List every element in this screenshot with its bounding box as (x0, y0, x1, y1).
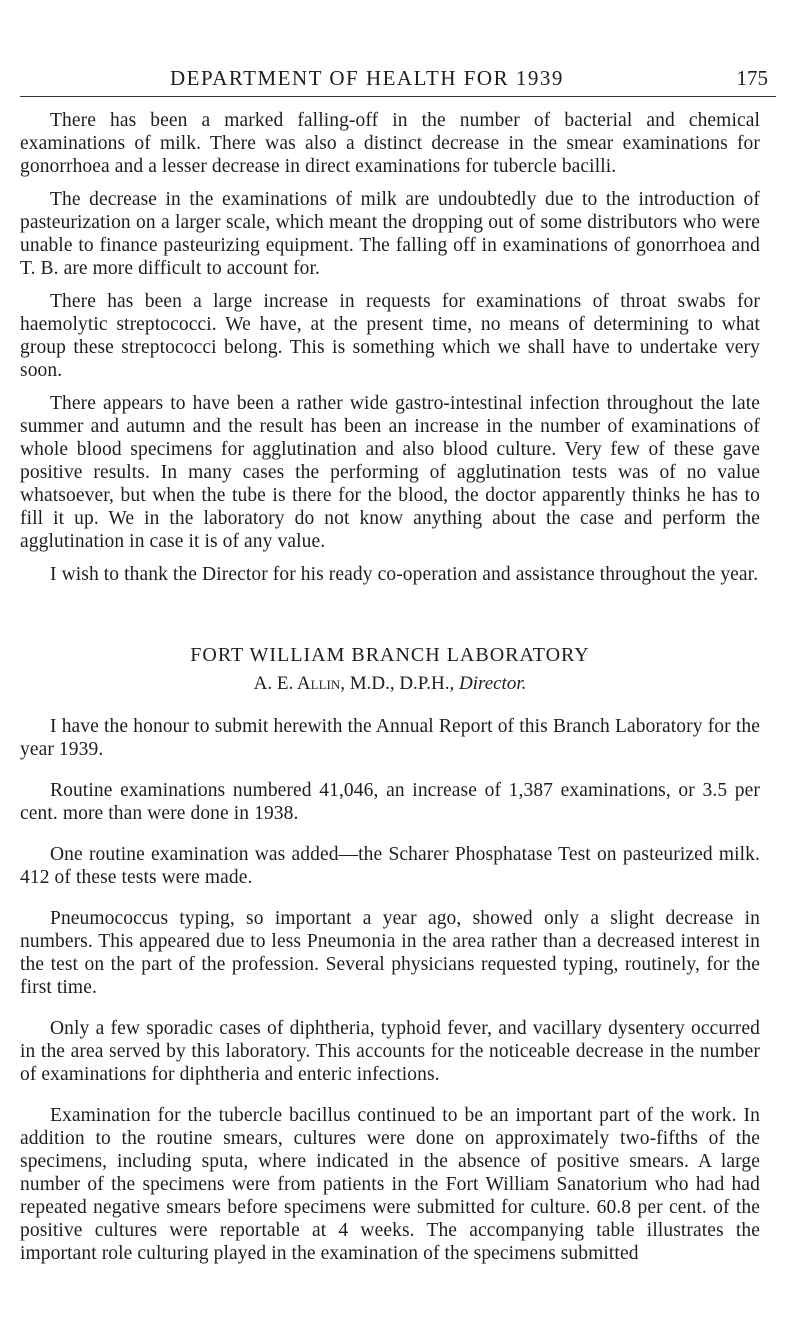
author-role: Director. (459, 673, 527, 694)
section-heading: FORT WILLIAM BRANCH LABORATORY (190, 644, 590, 666)
page-number: 175 (736, 66, 768, 90)
paragraph-submission: I have the honour to submit herewith the Annual Report of this Branch Laboratory for the year 1939. (20, 716, 760, 760)
paragraph-streptococci: There has been a large increase in requests for examinations of throat swabs for haemolytic streptococci. We have, at the present time, no means of determining to what group these streptococci belong. This is something which we shall have to undertake very soon. (20, 291, 760, 381)
running-head-title: DEPARTMENT OF HEALTH FOR 1939 (170, 66, 564, 90)
author-name: A. E. Allin, M.D., D.P.H., (253, 673, 455, 694)
paragraph-routine-examinations: Routine examinations numbered 41,046, an increase of 1,387 examinations, or 3.5 per cent. more than were done in 1938. (20, 780, 760, 824)
paragraph-diphtheria: Only a few sporadic cases of diphtheria, typhoid fever, and vacillary dysentery occurred in the area served by this laboratory. This accounts for the noticeable decrease in the number of examinations for diphtheria and enteric infections. (20, 1018, 760, 1085)
paragraph-pneumococcus: Pneumococcus typing, so important a year ago, showed only a slight decrease in numbers. This appeared due to less Pneumonia in the area rather than a decreased interest in the test on the part of the profession. Several physicians requested typing, routinely, for the first time. (20, 908, 760, 998)
paragraph-phosphatase-test: One routine examination was added—the Scharer Phosphatase Test on pasteurized milk. 412 of these tests were made. (20, 844, 760, 888)
body-text (20, 109, 760, 1275)
paragraph-thanks: I wish to thank the Director for his ready co-operation and assistance throughout the year. (50, 564, 759, 585)
paragraph-milk-decline: There has been a marked falling-off in the number of bacterial and chemical examinations of milk. There was also a distinct decrease in the smear examinations for gonorrhoea and a lesser decrease in direct examinations for tubercle bacilli. (20, 110, 760, 177)
author-line (20, 673, 760, 695)
paragraph-pasteurization: The decrease in the examinations of milk are undoubtedly due to the introduction of pasteurization on a larger scale, which meant the dropping out of some distributors who were unable to finance pasteurizing equipment. The falling off in examinations of gonorrhoea and T. B. are more difficult to account for. (20, 189, 760, 279)
paragraph-gastro-intestinal: There appears to have been a rather wide gastro-intestinal infection throughout the late summer and autumn and the result has been an increase in the number of examinations of whole blood specimens for agglutination and also blood culture. Very few of these gave positive results. In many cases the performing of agglutination tests was of no value whatsoever, but when the tube is there for the blood, the doctor apparently thinks he has to fill it up. We in the laboratory do not know anything about the case and perform the agglutination in case it is of any value. (20, 393, 760, 552)
header-rule (20, 96, 776, 97)
running-head (20, 66, 780, 98)
paragraph-tubercle-bacillus: Examination for the tubercle bacillus continued to be an important part of the work. In addition to the routine smears, cultures were done on approximately two-fifths of the specimens, including sputa, where indicated in the absence of positive smears. A large number of the specimens were from patients in the Fort William Sanatorium who had had repeated negative smears before specimens were submitted for culture. 60.8 per cent. of the positive cultures were reportable at 4 weeks. The accompanying table illustrates the important role culturing played in the examination of the specimens submitted (20, 1105, 760, 1264)
